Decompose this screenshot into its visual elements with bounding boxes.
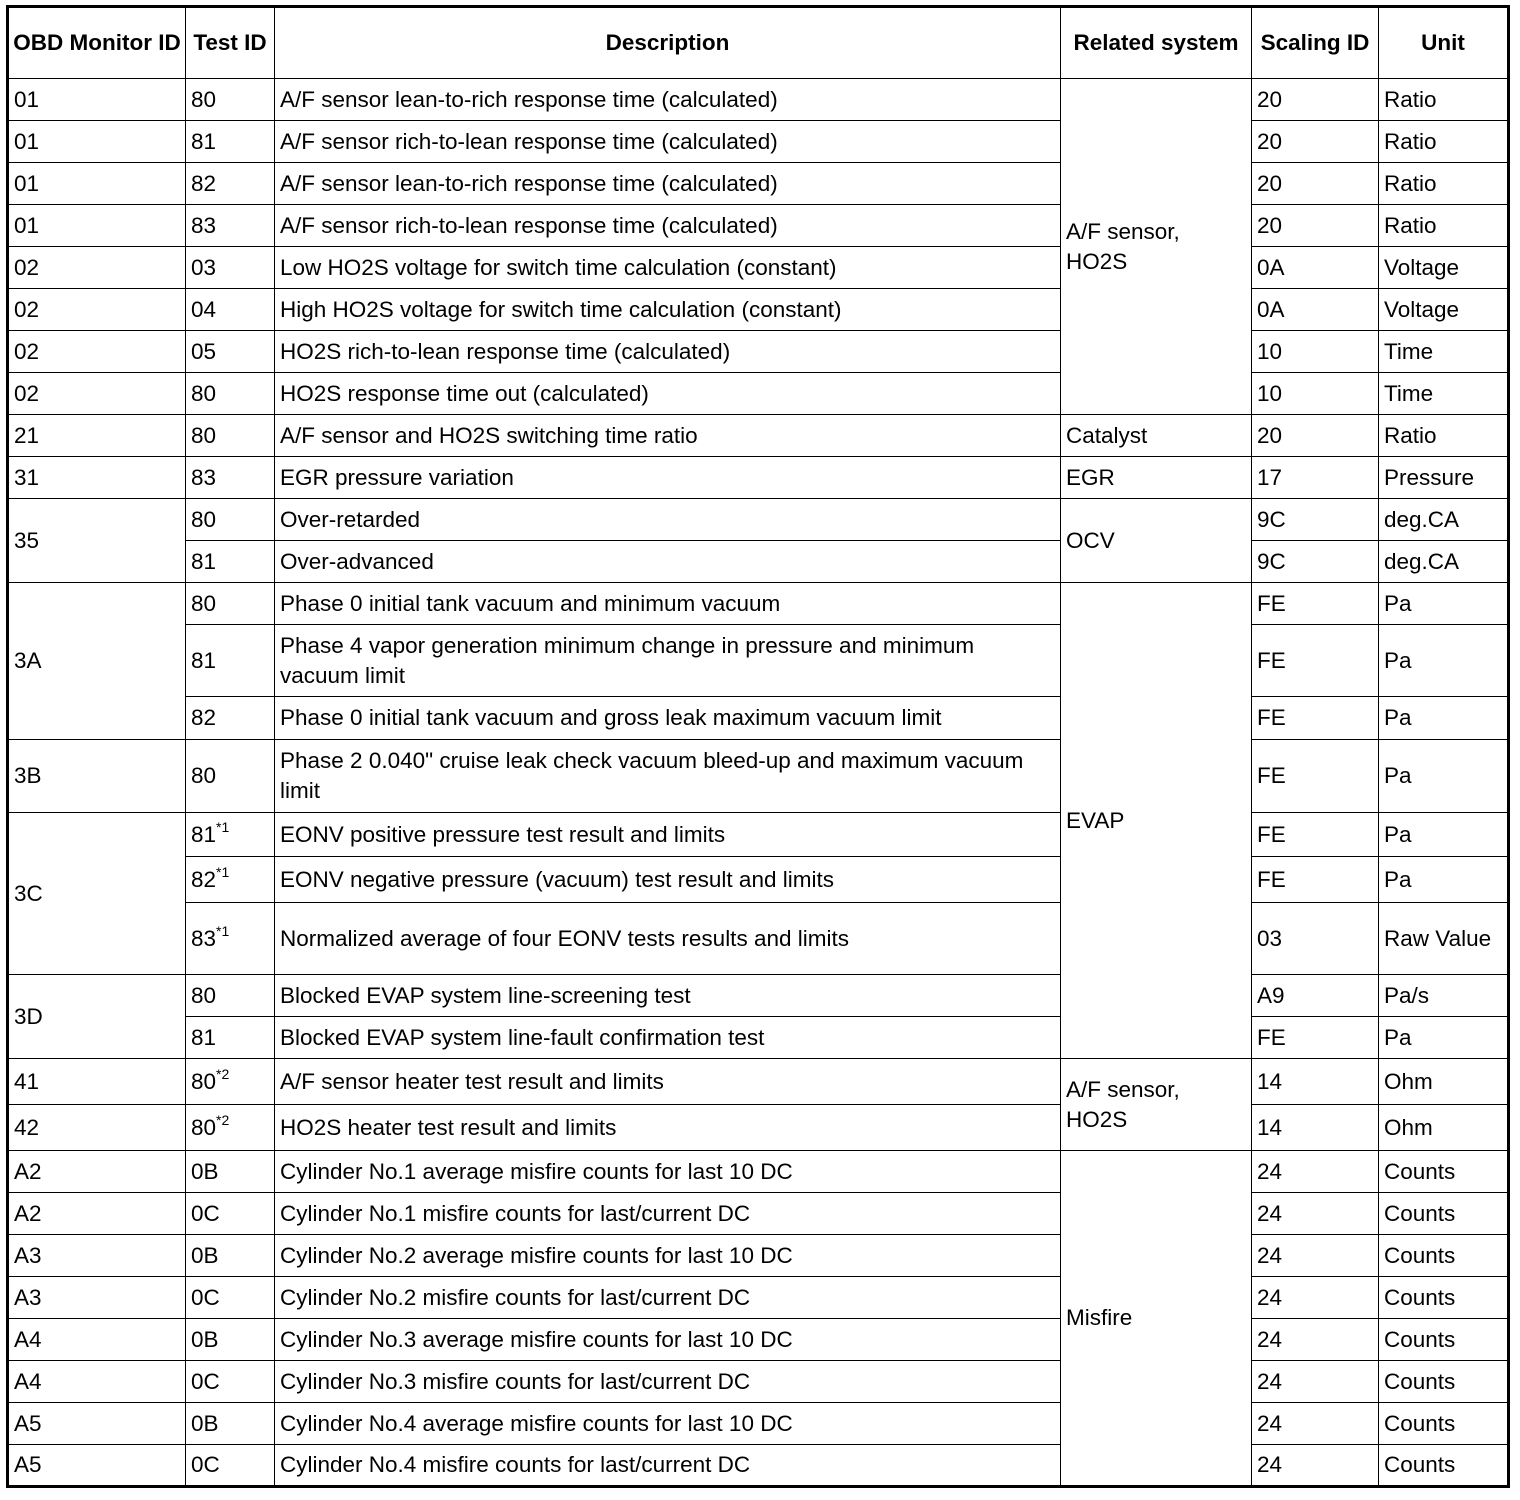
table-row [8,1403,1509,1445]
description-cell: Normalized average of four EONV tests results and limits [275,903,1061,975]
scaling-id-cell: FE [1252,813,1379,857]
test-id-cell: 0C [186,1361,275,1403]
unit-cell: Ratio [1379,121,1509,163]
footnote-marker: *1 [216,818,230,835]
unit-cell: Counts [1379,1193,1509,1235]
header-unit: Unit [1379,7,1509,79]
table-row [8,163,1509,205]
unit-cell: Ohm [1379,1105,1509,1151]
table-row [8,975,1509,1017]
description-cell: EONV positive pressure test result and limits [275,813,1061,857]
test-id-cell: 80 [186,499,275,541]
monitor-id-cell: A2 [8,1151,186,1193]
scaling-id-cell: FE [1252,625,1379,697]
unit-cell: Pa [1379,583,1509,625]
monitor-id-cell: 01 [8,79,186,121]
description-cell: Cylinder No.3 average misfire counts for last 10 DC [275,1319,1061,1361]
monitor-id-cell: A5 [8,1445,186,1487]
unit-cell: Pressure [1379,457,1509,499]
scaling-id-cell: 24 [1252,1445,1379,1487]
test-id-cell: 82 [186,163,275,205]
obd-monitor-table [6,5,1510,1488]
table-row [8,1361,1509,1403]
scaling-id-cell: FE [1252,697,1379,740]
test-id-cell: 83 [186,205,275,247]
test-id-cell: 0B [186,1403,275,1445]
scaling-id-cell: 20 [1252,415,1379,457]
description-cell: Phase 2 0.040" cruise leak check vacuum bleed-up and maximum vacuum limit [275,740,1061,813]
test-id-cell: 80 [186,79,275,121]
unit-cell: Time [1379,373,1509,415]
test-id-cell: 83 [186,457,275,499]
unit-cell: Ratio [1379,205,1509,247]
description-cell: Phase 0 initial tank vacuum and gross leak maximum vacuum limit [275,697,1061,740]
unit-cell: Ratio [1379,79,1509,121]
scaling-id-cell: 17 [1252,457,1379,499]
test-id-cell: 0C [186,1277,275,1319]
scaling-id-cell: 20 [1252,163,1379,205]
scaling-id-cell: 0A [1252,247,1379,289]
scaling-id-cell: 9C [1252,541,1379,583]
monitor-id-cell: 01 [8,121,186,163]
scaling-id-cell: 24 [1252,1151,1379,1193]
header-test-id: Test ID [186,7,275,79]
test-id-cell: 0C [186,1445,275,1487]
test-id-cell: 0B [186,1151,275,1193]
scaling-id-cell: 14 [1252,1105,1379,1151]
scaling-id-cell: FE [1252,1017,1379,1059]
unit-cell: Pa [1379,1017,1509,1059]
table-row [8,697,1509,740]
table-row [8,813,1509,857]
related-system-cell: Catalyst [1061,415,1252,457]
scaling-id-cell: 0A [1252,289,1379,331]
unit-cell: Pa [1379,625,1509,697]
table-row [8,373,1509,415]
description-cell: Blocked EVAP system line-fault confirmation test [275,1017,1061,1059]
description-cell: Cylinder No.2 misfire counts for last/current DC [275,1277,1061,1319]
table-row [8,1319,1509,1361]
monitor-id-cell: 3C [8,813,186,975]
description-cell: Phase 4 vapor generation minimum change in pressure and minimum vacuum limit [275,625,1061,697]
unit-cell: deg.CA [1379,499,1509,541]
table-row [8,583,1509,625]
scaling-id-cell: 20 [1252,205,1379,247]
table-row [8,1277,1509,1319]
monitor-id-cell: 42 [8,1105,186,1151]
description-cell: High HO2S voltage for switch time calculation (constant) [275,289,1061,331]
description-cell: Over-retarded [275,499,1061,541]
unit-cell: Counts [1379,1319,1509,1361]
unit-cell: Pa [1379,813,1509,857]
table-row [8,1151,1509,1193]
related-system-cell: EGR [1061,457,1252,499]
description-cell: HO2S heater test result and limits [275,1105,1061,1151]
table-row [8,499,1509,541]
unit-cell: Pa [1379,740,1509,813]
test-id-cell: 04 [186,289,275,331]
table-row [8,740,1509,813]
unit-cell: Pa [1379,697,1509,740]
footnote-marker: *2 [216,1065,230,1082]
footnote-marker: *1 [216,863,230,880]
monitor-id-cell: A5 [8,1403,186,1445]
description-cell: EONV negative pressure (vacuum) test result and limits [275,857,1061,903]
unit-cell: Ohm [1379,1059,1509,1105]
description-cell: HO2S rich-to-lean response time (calculated) [275,331,1061,373]
unit-cell: Counts [1379,1403,1509,1445]
test-id-cell: 82 [186,697,275,740]
test-id-cell: 80 [186,975,275,1017]
scaling-id-cell: 14 [1252,1059,1379,1105]
unit-cell: Counts [1379,1151,1509,1193]
monitor-id-cell: A4 [8,1319,186,1361]
monitor-id-cell: 02 [8,289,186,331]
table-row [8,541,1509,583]
monitor-id-cell: A3 [8,1277,186,1319]
table-row [8,457,1509,499]
test-id-cell: 81 [186,1017,275,1059]
monitor-id-cell: 21 [8,415,186,457]
scaling-id-cell: 9C [1252,499,1379,541]
monitor-id-cell: A4 [8,1361,186,1403]
test-id-cell: 80 [186,373,275,415]
scaling-id-cell: 24 [1252,1193,1379,1235]
test-id-cell: 0B [186,1319,275,1361]
unit-cell: Voltage [1379,289,1509,331]
monitor-id-cell: 35 [8,499,186,583]
table-row [8,289,1509,331]
test-id-cell: 03 [186,247,275,289]
scaling-id-cell: FE [1252,740,1379,813]
unit-cell: Counts [1379,1235,1509,1277]
table-row [8,205,1509,247]
table-row [8,1105,1509,1151]
table-row [8,625,1509,697]
related-system-cell: EVAP [1061,583,1252,1059]
scaling-id-cell: 03 [1252,903,1379,975]
test-id-cell: 80$^{*2}$ [186,1059,275,1105]
related-system-cell: Misfire [1061,1151,1252,1487]
description-cell: A/F sensor and HO2S switching time ratio [275,415,1061,457]
header-related-system: Related system [1061,7,1252,79]
test-id-cell: 0C [186,1193,275,1235]
table-row [8,1059,1509,1105]
monitor-id-cell: 02 [8,247,186,289]
table-row [8,1017,1509,1059]
monitor-id-cell: 01 [8,205,186,247]
table-row [8,857,1509,903]
description-cell: Cylinder No.4 average misfire counts for last 10 DC [275,1403,1061,1445]
scaling-id-cell: FE [1252,857,1379,903]
scaling-id-cell: 24 [1252,1319,1379,1361]
description-cell: A/F sensor rich-to-lean response time (calculated) [275,205,1061,247]
monitor-id-cell: 3B [8,740,186,813]
table-row [8,79,1509,121]
monitor-id-cell: 31 [8,457,186,499]
header-obd-monitor-id: OBD Monitor ID [8,7,186,79]
scaling-id-cell: FE [1252,583,1379,625]
description-cell: Low HO2S voltage for switch time calculation (constant) [275,247,1061,289]
unit-cell: Raw Value [1379,903,1509,975]
related-system-cell: A/F sensor, HO2S [1061,1059,1252,1151]
description-cell: A/F sensor lean-to-rich response time (calculated) [275,79,1061,121]
monitor-id-cell: 3A [8,583,186,740]
test-id-cell: 81 [186,121,275,163]
table-row [8,247,1509,289]
monitor-id-cell: A3 [8,1235,186,1277]
table-row [8,415,1509,457]
monitor-id-cell: 02 [8,331,186,373]
unit-cell: Counts [1379,1277,1509,1319]
scaling-id-cell: 24 [1252,1235,1379,1277]
description-cell: Phase 0 initial tank vacuum and minimum vacuum [275,583,1061,625]
scaling-id-cell: 24 [1252,1361,1379,1403]
table-row [8,903,1509,975]
unit-cell: Ratio [1379,415,1509,457]
table-row [8,1235,1509,1277]
test-id-cell: 05 [186,331,275,373]
related-system-cell: A/F sensor, HO2S [1061,79,1252,415]
table-row [8,331,1509,373]
table-row [8,1193,1509,1235]
unit-cell: Counts [1379,1361,1509,1403]
header-row [8,7,1509,79]
description-cell: Cylinder No.2 average misfire counts for last 10 DC [275,1235,1061,1277]
description-cell: Cylinder No.4 misfire counts for last/current DC [275,1445,1061,1487]
description-cell: A/F sensor rich-to-lean response time (calculated) [275,121,1061,163]
scaling-id-cell: 10 [1252,373,1379,415]
monitor-id-cell: 02 [8,373,186,415]
header-description: Description [275,7,1061,79]
test-id-cell: 83$^{*1}$ [186,903,275,975]
scaling-id-cell: 24 [1252,1277,1379,1319]
unit-cell: Ratio [1379,163,1509,205]
footnote-marker: *1 [216,922,230,939]
scaling-id-cell: 20 [1252,79,1379,121]
unit-cell: Counts [1379,1445,1509,1487]
description-cell: Blocked EVAP system line-screening test [275,975,1061,1017]
monitor-id-cell: 01 [8,163,186,205]
test-id-cell: 0B [186,1235,275,1277]
test-id-cell: 80$^{*2}$ [186,1105,275,1151]
description-cell: HO2S response time out (calculated) [275,373,1061,415]
unit-cell: Pa/s [1379,975,1509,1017]
test-id-cell: 81$^{*1}$ [186,813,275,857]
scaling-id-cell: 24 [1252,1403,1379,1445]
unit-cell: deg.CA [1379,541,1509,583]
unit-cell: Voltage [1379,247,1509,289]
test-id-cell: 80 [186,415,275,457]
header-scaling-id: Scaling ID [1252,7,1379,79]
description-cell: Cylinder No.3 misfire counts for last/current DC [275,1361,1061,1403]
description-cell: EGR pressure variation [275,457,1061,499]
monitor-id-cell: A2 [8,1193,186,1235]
scaling-id-cell: 10 [1252,331,1379,373]
description-cell: Cylinder No.1 misfire counts for last/current DC [275,1193,1061,1235]
description-cell: Over-advanced [275,541,1061,583]
scaling-id-cell: 20 [1252,121,1379,163]
test-id-cell: 82$^{*1}$ [186,857,275,903]
table-row [8,121,1509,163]
description-cell: A/F sensor lean-to-rich response time (calculated) [275,163,1061,205]
test-id-cell: 81 [186,541,275,583]
description-cell: A/F sensor heater test result and limits [275,1059,1061,1105]
test-id-cell: 80 [186,740,275,813]
unit-cell: Pa [1379,857,1509,903]
scaling-id-cell: A9 [1252,975,1379,1017]
monitor-id-cell: 3D [8,975,186,1059]
table-row [8,1445,1509,1487]
test-id-cell: 81 [186,625,275,697]
description-cell: Cylinder No.1 average misfire counts for last 10 DC [275,1151,1061,1193]
monitor-id-cell: 41 [8,1059,186,1105]
related-system-cell: OCV [1061,499,1252,583]
unit-cell: Time [1379,331,1509,373]
test-id-cell: 80 [186,583,275,625]
footnote-marker: *2 [216,1111,230,1128]
